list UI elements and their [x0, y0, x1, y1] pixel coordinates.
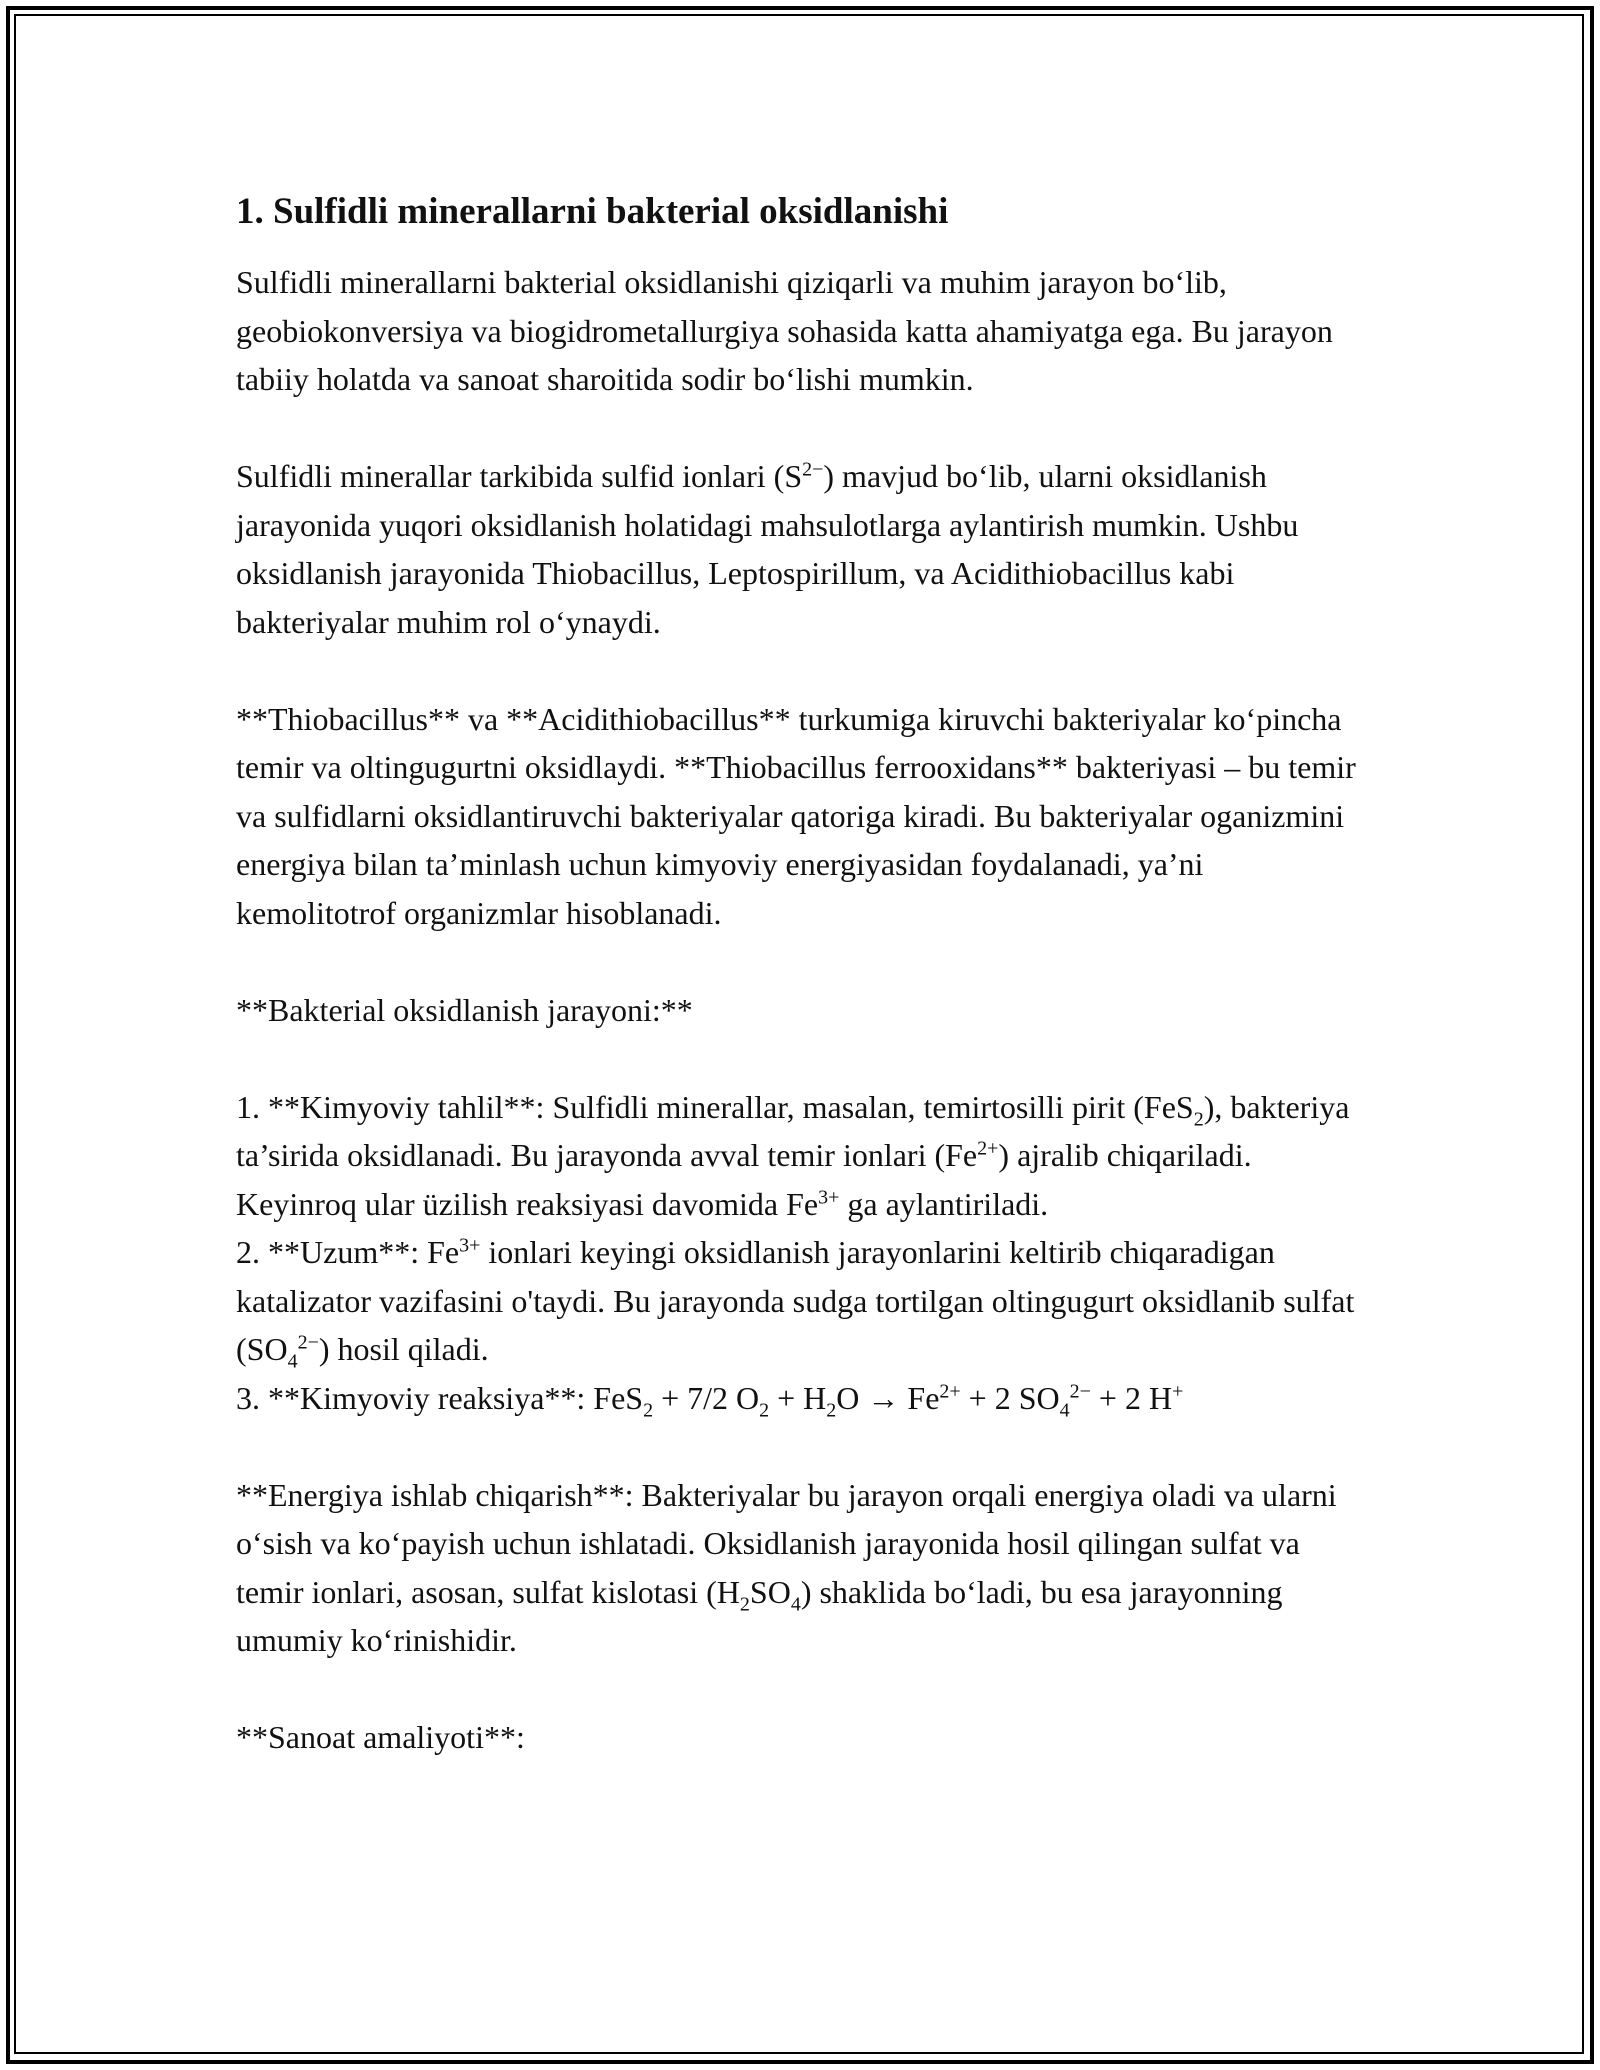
- paragraph-industrial-practice: **Sanoat amaliyoti**:: [236, 1719, 525, 1755]
- paragraph-energy-production: **Energiya ishlab chiqarish**: Bakteriyalar bu jarayon orqali energiya oladi va ularni o‘sish va ko‘payish uchun ishlatadi. Oksidlanish jarayonida hosil qilingan sulfat va temir ionlari, asosan, sulfat kislotasi $(H_2SO_4)$ shaklida bo‘ladi, bu esa jarayonning umumiy ko‘rinishidir.: [236, 1476, 1337, 1658]
- document-body: [236, 186, 1366, 1810]
- list-item-chemical-analysis: 1. **Kimyoviy tahlil**: Sulfidli minerallar, masalan, temirtosilli pirit (FeS$_2$), bakteriya ta’sirida oksidlanadi. Bu jarayonda avval temir ionlari $(Fe^{2+})$ ajralib chiqariladi. Keyinroq ular üzilish reaksiyasi davomida $Fe^{3+}$ ga aylantiriladi.: [236, 1088, 1350, 1222]
- list-item-uzum: 2. **Uzum**: $Fe^{3+}$ ionlari keyingi oksidlanish jarayonlarini keltirib chiqaradigan katalizator vazifasini o'taydi. Bu jarayonda sudga tortilgan oltingugurt oksidlanib sulfat $(SO_4^{2-})$ hosil qiladi.: [236, 1234, 1355, 1373]
- paragraph-process-heading: **Bakterial oksidlanish jarayoni:**: [236, 991, 693, 1028]
- list-item-chemical-reaction: 3. **Kimyoviy reaksiya**: FeS$_2$ + 7/2 $O_2 + H_2O \to Fe^{2+} + 2$ $SO_4^{2-} + 2$ H+: [236, 1379, 1184, 1421]
- paragraph-sulfide-ions: Sulfidli minerallar tarkibida sulfid ionlari $(S^{2-})$ mavjud bo‘lib, ularni oksidlanish jarayonida yuqori oksidlanish holatidagi mahsulotlarga aylantirish mumkin. Ushbu oksidlanish jarayonida Thiobacillus, Leptospirillum, va Acidithiobacillus kabi bakteriyalar muhim rol o‘ynaydi.: [236, 458, 1299, 640]
- section-heading: 1. Sulfidli minerallarni bakterial oksidlanishi: [236, 191, 949, 232]
- paragraph-intro: Sulfidli minerallarni bakterial oksidlanishi qiziqarli va muhim jarayon bo‘lib, geobiokonversiya va biogidrometallurgiya sohasida katta ahamiyatga ega. Bu jarayon tabiiy holatda va sanoat sharoitida sodir bo‘lishi mumkin.: [236, 264, 1333, 397]
- paragraph-thiobacillus: **Thiobacillus** va **Acidithiobacillus** turkumiga kiruvchi bakteriyalar ko‘pincha temir va oltingugurtni oksidlaydi. **Thiobacillus ferrooxidans** bakteriyasi – bu temir va sulfidlarni oksidlantiruvchi bakteriyalar qatoriga kiradi. Bu bakteriyalar oganizmini energiya bilan ta’minlash uchun kimyoviy energiyasidan foydalanadi, ya’ni kemolitotrof organizmlar hisoblanadi.: [236, 700, 1356, 931]
